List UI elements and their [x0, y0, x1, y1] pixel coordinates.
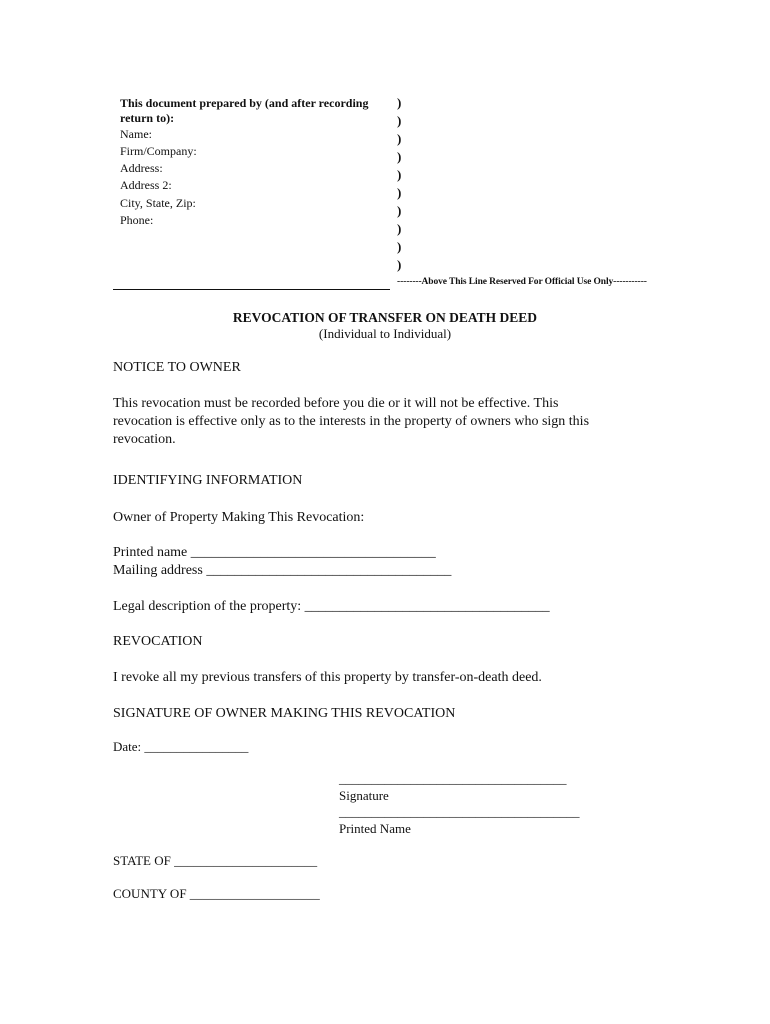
phone-field-label: Phone:	[120, 213, 154, 227]
paren: )	[397, 239, 402, 254]
printed-name-field[interactable]: Printed name ___________________________________	[113, 545, 436, 560]
notice-heading: NOTICE TO OWNER	[113, 360, 241, 375]
notice-text-line: revocation.	[113, 432, 176, 447]
revocation-heading: REVOCATION	[113, 634, 203, 649]
address2-field-label: Address 2:	[120, 178, 172, 192]
county-field[interactable]: COUNTY OF ____________________	[113, 886, 320, 901]
signature-field[interactable]: ___________________________________	[339, 771, 567, 786]
firm-field-label: Firm/Company:	[120, 144, 197, 158]
paren: )	[397, 113, 402, 128]
recording-divider-line	[113, 289, 390, 290]
paren: )	[397, 95, 402, 110]
prepared-by-heading-cont: return to):	[120, 111, 175, 125]
city-state-zip-field-label: City, State, Zip:	[120, 196, 196, 210]
notice-text-line: revocation is effective only as to the interests in the property of owners who sign this	[113, 414, 590, 429]
document-title: REVOCATION OF TRANSFER ON DEATH DEED	[232, 310, 538, 325]
notice-text-line: This revocation must be recorded before you die or it will not be effective. This	[113, 396, 559, 411]
paren: )	[397, 203, 402, 218]
paren: )	[397, 167, 402, 182]
date-field[interactable]: Date: ________________	[113, 739, 249, 754]
state-field[interactable]: STATE OF ______________________	[113, 853, 318, 868]
official-use-notice: --------Above This Line Reserved For Official Use Only-----------	[397, 277, 647, 287]
paren: )	[397, 221, 402, 236]
owner-label: Owner of Property Making This Revocation:	[113, 510, 365, 525]
signature-heading: SIGNATURE OF OWNER MAKING THIS REVOCATION	[113, 706, 456, 721]
signature-label: Signature	[339, 788, 389, 803]
address-field-label: Address:	[120, 161, 163, 175]
paren: )	[397, 149, 402, 164]
name-field-label: Name:	[120, 127, 152, 141]
legal-description-field[interactable]: Legal description of the property: ___________________________________	[113, 599, 550, 614]
prepared-by-heading: This document prepared by (and after recording	[120, 96, 369, 110]
revocation-text: I revoke all my previous transfers of this property by transfer-on-death deed.	[113, 670, 542, 685]
printed-name-label: Printed Name	[339, 821, 411, 836]
mailing-address-field[interactable]: Mailing address ___________________________________	[113, 563, 452, 578]
identifying-heading: IDENTIFYING INFORMATION	[113, 473, 303, 488]
document-subtitle: (Individual to Individual)	[318, 326, 452, 341]
paren: )	[397, 257, 402, 272]
paren: )	[397, 185, 402, 200]
paren: )	[397, 131, 402, 146]
printed-name-signature-field[interactable]: _____________________________________	[339, 804, 580, 819]
